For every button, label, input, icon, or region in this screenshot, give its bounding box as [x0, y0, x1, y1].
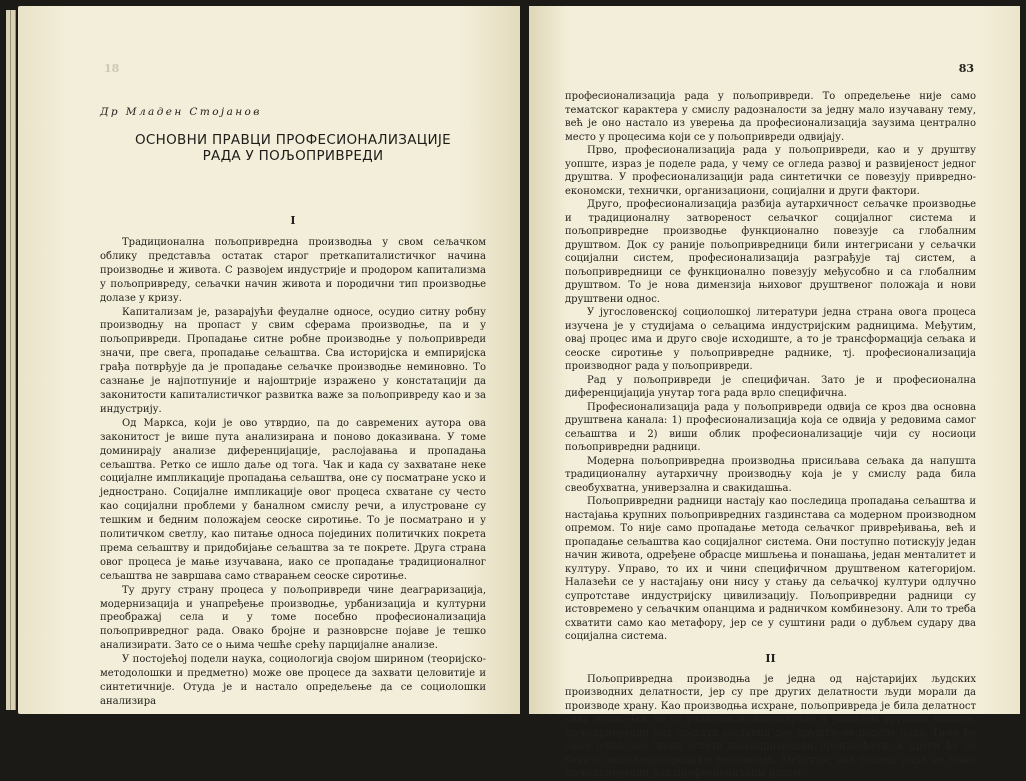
- paragraph: Професионализација рада у пољопривреди одвија се кроз два основна друштвена канала: 1) професионализација која се одвија у редовима самог сељаштва и 2) виши облик професионализације чији су носиоци пољопривредни радници.: [565, 401, 976, 453]
- left-page: [18, 6, 520, 714]
- paragraph: У постојећој подели наука, социологија својом ширином (теоријско-методолошки и предметно) може ове процесе да захвати целовитије и синтетичније. Отуда је и настало опредељење да се социолошки анализира: [100, 654, 486, 707]
- paragraph: Друго, професионализација разбија аутархичност сељачке производње и традиционалну затвореност сељачког социјалног система и пољопривредне производње функционално повезује са глобалним друштвом. Док су раније пољопривредници били интегрисани у сељачки социјални систем, професионализација разграђује тај систем, а пољопривредници се функционално повезују међусобно и са глобалним друштвом. То је нова димензија њиховог друштвеног положаја и нови друштвени однос.: [565, 199, 976, 305]
- section-heading: II: [765, 651, 776, 665]
- paragraph: У југословенској социолошкој литератури једна страна овога процеса изучена је у студијама о сељацима индустријским радницима. Међутим, овај процес има и друго своје исходиште, а то је трансформација сељака и сеоске сиротиње у пољопривредне раднике, тј. професионализација производног рада у пољопривреди.: [565, 307, 976, 372]
- paragraph: Капитализам је, разарајући феудалне односе, осудио ситну робну производњу на пропаст у свим сферама производње, па и у пољопривреди. Пропадање ситне робне производње у пољопривреди значи, пре свега, пропадање сељаштва. Сва историјска и емпиријска грађа потврђује да је пропадање сељачке производње неминовно. То сазнање је најпотпуније и најоштрије изражено у констатацији да законитости капиталистичког развитка важе за пољопривреду као и за индустрију.: [100, 306, 486, 415]
- paragraph: Од Маркса, који је ово утврдио, па до савремених аутора ова законитост је више пута анализирана и поново доказивана. У томе доминирају анализе диференцијације, раслојавања и пропадања сељаштва. Ретко се ишло даље од тога. Чак и када су захватане неке социјалне импликације пропадања сељаштва, оне су посматране уско и једнострано. Социјалне импликације овог процеса схватане су често као социјални проблеми у баналном смислу речи, а илустроване су тешким и бедним положајем сеоске сиротиње. То је посматрано и у политичком светлу, као питање односа појединих политичких покрета према сељаштву и придобијање сељаштва за те покрете. Друга страна овог процеса је мање изучавана, иако се пропадање традиционалног сељаштва не завршава само стварањем сеоске сиротиње.: [100, 417, 486, 582]
- page-edge: [11, 10, 16, 710]
- title-line: РАДА У ПОЉОПРИВРЕДИ: [202, 148, 384, 164]
- author-name: Др Младен Стојанов: [100, 106, 262, 118]
- paragraph: професионализација рада у пољопривреди. То опредељење није само тематског карактера у смислу радозналости за једну мало изучавану тему, већ је оно настало из уверења да професионализација заузима централно место у процесима који се у пољопривреди одвијају.: [565, 91, 976, 143]
- paragraph: Ту другу страну процеса у пољопривреди чине деаграризација, модернизација и унапређење производње, урбанизација и културни преображај села и у томе посебно професионализација пољопривредног рада. Овако бројне и разноврсне појаве је тешко анализирати. Зато се о њима чешће срећу парцијалне анализе.: [100, 584, 486, 652]
- paragraph: Прво, професионализација рада у пољопривреди, као и у друштву уопште, израз је поделе рада, у чему се огледа развој и развијеност једног друштва. У професионализацији рада синтетички се повезују привредно-економски, технички, организациони, социјални и други фактори.: [565, 145, 976, 197]
- section-heading: I: [290, 214, 296, 227]
- paragraph: Традиционална пољопривредна производња у свом сељачком облику представља остатак старог преткапиталистичког начина производње и живота. С развојем индустрије и продором капитализма у пољопривреду, сељачки начин живота и породични тип производње долазе у кризу.: [100, 237, 486, 304]
- paragraph: Рад у пољопривреди је специфичан. Зато је и професионална диференцијација унутар тога рада врло специфична.: [565, 374, 976, 399]
- paragraph: Модерна пољопривредна производња присиљава сељака да напушта традиционалну аутархичну производњу која је у смислу рада била свеобухватна, универзална и свакидашња.: [565, 455, 976, 494]
- page-number: 18: [104, 62, 120, 75]
- right-page: [529, 6, 1020, 779]
- paragraph: Пољопривредна производња је једна од најстаријих људских производних делатности, јер су пре других делатности људи морали да производе храну. Као производња исхране, пољопривреда је била делатност свих људи. Тек ће са развојем пољопривреде и развојем друштва уопште, пољопривредни рад постати саставни део друштвене поделе рада. Тиме ће само један део људи остати пољопривредни произвођачи, а други ће се бавити непољопривредним пословима. Међутим, ова подела рада не чини пољопривредни рад професионалним радом.: [565, 673, 976, 779]
- title-line: ОСНОВНИ ПРАВЦИ ПРОФЕСИОНАЛИЗАЦИЈЕ: [134, 132, 452, 148]
- paragraph: Пољопривредни радници настају као последица пропадања сељаштва и настајања крупних пољопривредних газдинстава са модерном производном опремом. То није само пропадање метода сељачког привређивања, већ и пропадање сељаштва као социјалног система. Они поступно потискују један начин живота, одређене обрасце мишљења и понашања, један менталитет и културу. Управо, то их и чини специфичном друштвеном категоријом. Налазећи се у настајању они нису у стању да сељачкој култури одлучно супротставе индустријску цивилизацију. Пољопривредни радници су истовремено у сељачким опанцима и радничком комбинезону. Али то треба схватити само као метафору, јер се у суштини ради о дубљем судару два социјална система.: [565, 496, 976, 642]
- article-title: [100, 132, 486, 164]
- page-number: 83: [958, 62, 974, 75]
